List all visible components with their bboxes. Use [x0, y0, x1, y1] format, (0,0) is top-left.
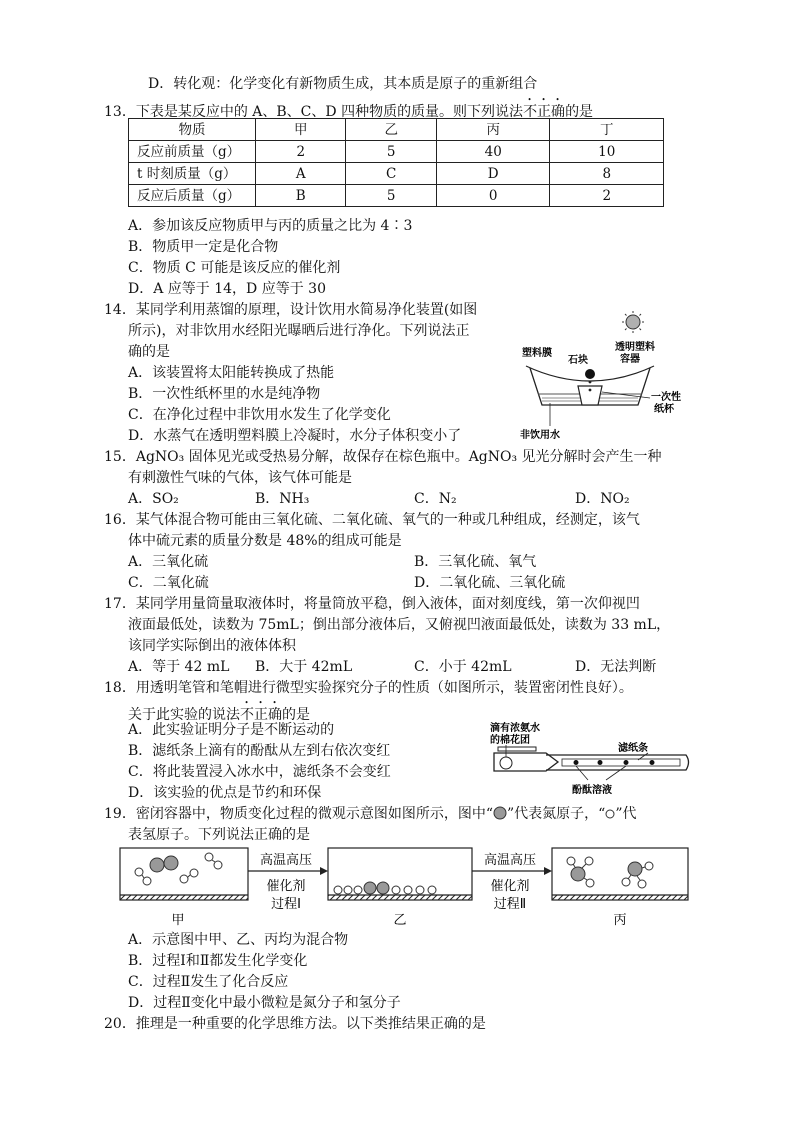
- arrow2-condition-top: 高温高压: [483, 853, 537, 868]
- arrow1-condition-top: 高温高压: [259, 853, 313, 868]
- box-yi: [328, 848, 472, 900]
- table-cell: 5: [346, 185, 436, 207]
- q13-option-a: A．参加该反应物质甲与丙的质量之比为 4∶3: [128, 218, 413, 234]
- table-cell: 8: [550, 163, 664, 185]
- q16-stem-line2: 体中硫元素的质量分数是 48%的组成可能是: [128, 533, 402, 549]
- arrow1-condition-catalyst: 催化剂: [266, 879, 306, 894]
- table-cell: B: [256, 185, 346, 207]
- q17-option-c: C．小于 42mL: [414, 659, 512, 675]
- q16-option-c: C．二氧化硫: [128, 575, 209, 591]
- q17-stem-line2: 液面最低处，读数为 75mL；倒出部分液体后，又俯视凹液面最低处，读数为 33 mL，: [128, 617, 671, 633]
- q14-option-b: B．一次性纸杯里的水是纯净物: [128, 386, 321, 402]
- q17-option-a: A．等于 42 mL: [128, 659, 230, 675]
- table-cell: D: [436, 163, 550, 185]
- q13-mass-table: [128, 118, 664, 207]
- q15-option-d: D．NO₂: [575, 491, 630, 507]
- q15-number: 15．: [104, 449, 136, 465]
- q13-stem-c: 的是: [565, 104, 594, 120]
- q18-stem-emphasis: 不正确: [240, 707, 282, 723]
- nitrogen-atom-icon: [493, 806, 507, 820]
- q20-stem: [104, 1014, 486, 1034]
- q18-option-b: B．滤纸条上滴有的酚酞从左到右依次变红: [128, 743, 391, 759]
- table-cell: 10: [550, 141, 664, 163]
- q19-stem-line1: [104, 804, 636, 824]
- q14-number: 14．: [104, 302, 136, 318]
- q13-option-d: D．A 应等于 14，D 应等于 30: [128, 281, 326, 297]
- q18-pen-tube-figure: [488, 720, 698, 805]
- q19-microscopic-figure: [114, 846, 694, 934]
- table-cell: A: [256, 163, 346, 185]
- non-drinking-water-label: 非饮用水: [520, 430, 560, 441]
- hydrogen-atom-icon: [605, 809, 615, 819]
- q14-option-a: A．该装置将太阳能转换成了热能: [128, 365, 335, 381]
- box-jia: [120, 848, 248, 900]
- q17-option-b: B．大于 42mL: [255, 659, 353, 675]
- cup-label-2: 纸杯: [654, 404, 674, 415]
- arrow2-process: 过程Ⅱ: [493, 897, 527, 912]
- q13-stem-a: 下表是某反应中的 A、B、C、D 四种物质的质量。则下列说法: [135, 104, 524, 120]
- filter-paper-label: 滤纸条: [618, 743, 648, 754]
- table-row: [129, 163, 664, 185]
- q16-stem-text: 某气体混合物可能由三氧化硫、二氧化硫、氧气的一种或几种组成，经测定，该气: [135, 512, 640, 528]
- plastic-film-label: 塑料膜: [522, 348, 552, 359]
- container-label-2: 容器: [620, 354, 640, 365]
- q18-option-c: C．将此装置浸入冰水中，滤纸条不会变红: [128, 764, 391, 780]
- table-cell: 40: [436, 141, 550, 163]
- table-cell: 反应后质量（g）: [129, 185, 256, 207]
- table-cell: C: [346, 163, 436, 185]
- q13-option-c: C．物质 C 可能是该反应的催化剂: [128, 260, 341, 276]
- container-label-1: 透明塑料: [615, 342, 655, 353]
- arrow2-condition-catalyst: 催化剂: [490, 879, 530, 894]
- table-row: [129, 185, 664, 207]
- box-jia-label: 甲: [171, 913, 185, 928]
- q16-option-a: A．三氧化硫: [128, 554, 209, 570]
- table-header-row: [129, 119, 664, 141]
- arrow1-process: 过程Ⅰ: [271, 897, 301, 912]
- q13-option-b: B．物质甲一定是化合物: [128, 239, 279, 255]
- q15-option-c: C．N₂: [414, 491, 457, 507]
- cotton-label-1: 滴有浓氨水: [490, 723, 540, 734]
- q16-option-d: D．二氧化硫、三氧化硫: [414, 575, 566, 591]
- q15-option-a: A．SO₂: [128, 491, 179, 507]
- q13-number: 13．: [104, 104, 136, 120]
- table-cell: t 时刻质量（g）: [129, 163, 256, 185]
- cotton-label-2: 的棉花团: [490, 735, 530, 746]
- table-cell: 5: [346, 141, 436, 163]
- q19-option-c: C．过程Ⅱ发生了化合反应: [128, 974, 289, 990]
- q15-stem-text: AgNO₃ 固体见光或受热易分解，故保存在棕色瓶中。AgNO₃ 见光分解时会产生一种: [135, 449, 662, 465]
- q18-number: 18．: [104, 680, 136, 696]
- q14-stem-line2: 所示)，对非饮用水经阳光曝晒后进行净化。下列说法正: [128, 323, 470, 339]
- table-row: [129, 141, 664, 163]
- q14-distillation-figure: [520, 310, 690, 445]
- q19-stem-b: ”代表氮原子，“: [506, 806, 606, 822]
- sun-icon: [622, 311, 644, 333]
- q14-stem-line3: 确的是: [128, 344, 170, 360]
- q18-option-a: A．此实验证明分子是不断运动的: [128, 722, 335, 738]
- q14-option-d: D．水蒸气在透明塑料膜上冷凝时，水分子体积变小了: [128, 428, 462, 444]
- stone-icon: [585, 369, 595, 379]
- q15-stem-line1: [104, 447, 662, 467]
- q16-stem-line1: [104, 510, 640, 530]
- q14-stem-line1: [104, 300, 477, 320]
- q19-stem-c: ”代: [615, 806, 637, 822]
- q17-number: 17．: [104, 596, 136, 612]
- table-cell: 2: [550, 185, 664, 207]
- table-header-cell: 乙: [346, 119, 436, 141]
- q19-number: 19．: [104, 806, 136, 822]
- q15-stem-line2: 有刺激性气味的气体，该气体可能是: [128, 470, 352, 486]
- box-bing-label: 丙: [613, 913, 627, 928]
- q20-stem-text: 推理是一种重要的化学思维方法。以下类推结果正确的是: [135, 1016, 486, 1032]
- box-yi-label: 乙: [393, 913, 407, 928]
- table-cell: 2: [256, 141, 346, 163]
- q14-option-c: C．在净化过程中非饮用水发生了化学变化: [128, 407, 391, 423]
- table-header-cell: 丙: [436, 119, 550, 141]
- cotton-ball-icon: [500, 757, 512, 769]
- q14-stem-text: 某同学利用蒸馏的原理，设计饮用水简易净化装置(如图: [135, 302, 478, 318]
- q12-option-d: D．转化观：化学变化有新物质生成，其本质是原子的重新组合: [148, 76, 538, 92]
- q17-stem-text: 某同学用量筒量取液体时，将量筒放平稳，倒入液体，面对刻度线，第一次仰视凹: [135, 596, 640, 612]
- q18-option-d: D．该实验的优点是节约和环保: [128, 785, 322, 801]
- filter-paper-strip: [562, 759, 680, 766]
- q19-stem-line2: 表氢原子。下列说法正确的是: [128, 827, 310, 843]
- q19-option-a: A．示意图中甲、乙、丙均为混合物: [128, 932, 349, 948]
- table-header-cell: 丁: [550, 119, 664, 141]
- q17-stem-line1: [104, 594, 640, 614]
- box-bing: [552, 848, 688, 900]
- table-cell: 反应前质量（g）: [129, 141, 256, 163]
- q17-option-d: D．无法判断: [575, 659, 657, 675]
- q17-stem-line3: 该同学实际倒出的液体体积: [128, 638, 296, 654]
- q16-number: 16．: [104, 512, 136, 528]
- q19-option-d: D．过程Ⅱ变化中最小微粒是氮分子和氢分子: [128, 995, 401, 1011]
- cup-label-1: 一次性: [651, 392, 681, 403]
- q19-option-b: B．过程Ⅰ和Ⅱ都发生化学变化: [128, 953, 308, 969]
- table-cell: 0: [436, 185, 550, 207]
- q18-stem-text: 用透明笔管和笔帽进行微型实验探究分子的性质（如图所示，装置密闭性良好）。: [135, 680, 633, 696]
- q19-stem-a: 密闭容器中，物质变化过程的微观示意图如图所示，图中“: [135, 806, 493, 822]
- table-header-cell: 甲: [256, 119, 346, 141]
- q15-option-b: B．NH₃: [255, 491, 310, 507]
- q13-stem-emphasis: 不正确: [523, 104, 566, 120]
- q20-number: 20．: [104, 1016, 136, 1032]
- stone-label: 石块: [568, 355, 588, 366]
- q18-stem-b3: 的是: [282, 707, 310, 723]
- q18-stem-line1: [104, 678, 633, 698]
- phenolphthalein-label: 酚酞溶液: [572, 785, 612, 796]
- table-header-cell: 物质: [129, 119, 256, 141]
- q18-stem-b1: 关于此实验的说法: [128, 707, 240, 723]
- q16-option-b: B．三氧化硫、氧气: [414, 554, 537, 570]
